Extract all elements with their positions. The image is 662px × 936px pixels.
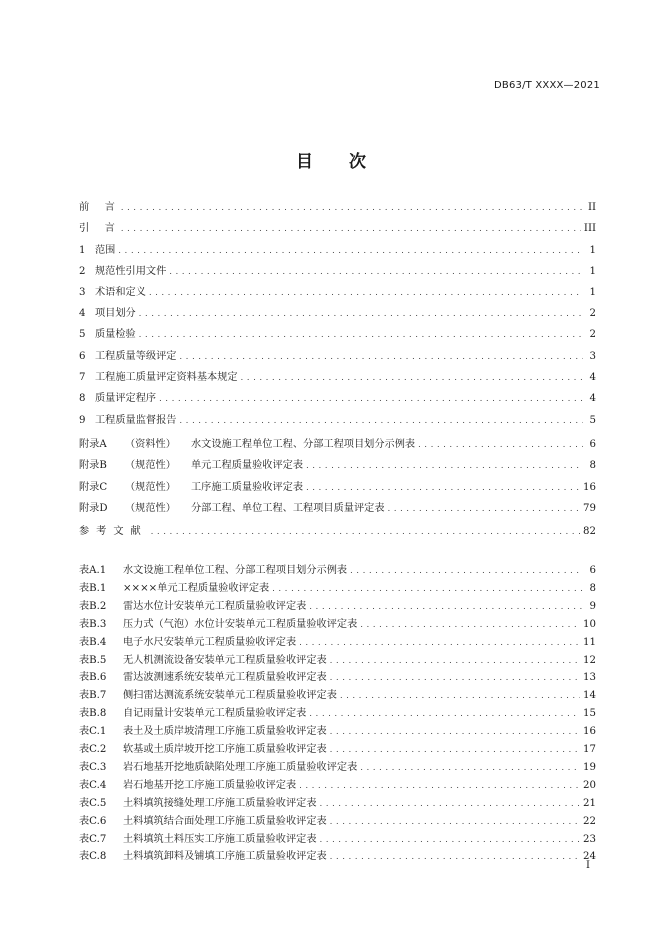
toc-title: 质量检验 bbox=[95, 329, 136, 340]
toc-row bbox=[79, 285, 596, 301]
table-page: 17 bbox=[583, 744, 596, 755]
dot-leader bbox=[330, 653, 580, 669]
table-page: 6 bbox=[589, 565, 596, 576]
toc-row bbox=[79, 391, 596, 407]
table-number: 表B.3 bbox=[79, 619, 107, 630]
dot-leader bbox=[299, 635, 580, 651]
table-title: 电子水尺安装单元工程质量验收评定表 bbox=[123, 637, 297, 648]
table-title: 土料填筑结合面处理工序施工质量验收评定表 bbox=[123, 816, 327, 827]
table-number: 表C.6 bbox=[79, 816, 107, 827]
table-entry-text bbox=[79, 581, 269, 597]
dot-leader bbox=[360, 760, 580, 776]
toc-entry-text bbox=[79, 437, 415, 453]
toc-row bbox=[79, 370, 596, 386]
table-title: 表土及土质岸坡清理工序施工质量验收评定表 bbox=[123, 726, 327, 737]
toc-row bbox=[79, 437, 596, 453]
table-entry-text bbox=[79, 814, 327, 830]
toc-number: 5 bbox=[79, 329, 86, 340]
page-title bbox=[0, 147, 662, 172]
table-title: 压力式（气泡）水位计安装单元工程质量验收评定表 bbox=[123, 619, 358, 630]
toc-row bbox=[79, 458, 596, 474]
page-number: I bbox=[586, 860, 590, 871]
table-title: 岩石地基开挖地质缺陷处理工序施工质量验收评定表 bbox=[123, 762, 358, 773]
toc-row bbox=[79, 243, 596, 259]
toc-entry-text bbox=[79, 501, 385, 517]
table-page: 20 bbox=[583, 780, 596, 791]
table-title: 岩石地基开挖工序施工质量验收评定表 bbox=[123, 780, 297, 791]
table-number: 表B.2 bbox=[79, 601, 107, 612]
dot-leader bbox=[272, 581, 583, 597]
toc-title: 工程施工质量评定资料基本规定 bbox=[95, 372, 238, 383]
dot-leader bbox=[121, 200, 583, 216]
dot-leader bbox=[330, 849, 580, 865]
table-page: 21 bbox=[583, 798, 596, 809]
toc-row bbox=[79, 306, 596, 322]
appendix-number: 附录A bbox=[79, 439, 107, 450]
appendix-number: 附录D bbox=[79, 503, 108, 514]
table-row bbox=[79, 760, 596, 776]
toc-number: 4 bbox=[79, 308, 86, 319]
appendix-number: 附录C bbox=[79, 482, 108, 493]
toc-title: 前 言 bbox=[79, 202, 118, 213]
toc-page: 5 bbox=[589, 415, 596, 426]
dot-leader bbox=[309, 706, 580, 722]
dot-leader bbox=[330, 742, 580, 758]
toc-row bbox=[79, 221, 596, 237]
toc-title: 规范性引用文件 bbox=[95, 266, 167, 277]
toc-title: 项目划分 bbox=[95, 308, 136, 319]
table-title: 侧扫雷达测流系统安装单元工程质量验收评定表 bbox=[123, 690, 337, 701]
table-number: 表C.5 bbox=[79, 798, 107, 809]
toc-row bbox=[79, 264, 596, 280]
table-row bbox=[79, 742, 596, 758]
toc-entry-text bbox=[79, 200, 118, 216]
table-page: 23 bbox=[583, 834, 596, 845]
appendix-type: （规范性） bbox=[125, 503, 176, 514]
dot-leader bbox=[320, 796, 580, 812]
table-number: 表B.6 bbox=[79, 672, 107, 683]
table-entry-text bbox=[79, 653, 327, 669]
table-number: 表C.7 bbox=[79, 834, 107, 845]
toc-entry-text bbox=[79, 349, 177, 365]
table-entry-text bbox=[79, 706, 306, 722]
toc-page: 2 bbox=[589, 308, 596, 319]
table-page: 12 bbox=[583, 655, 596, 666]
toc-row bbox=[79, 327, 596, 343]
toc-number: 8 bbox=[79, 393, 86, 404]
table-number: 表B.4 bbox=[79, 637, 107, 648]
dot-leader bbox=[330, 724, 580, 740]
table-entry-text bbox=[79, 599, 306, 615]
toc-entry-text bbox=[79, 391, 156, 407]
table-row bbox=[79, 670, 596, 686]
table-entry-text bbox=[79, 760, 357, 776]
table-number: 表B.8 bbox=[79, 708, 107, 719]
table-number: 表B.7 bbox=[79, 690, 107, 701]
dot-leader bbox=[350, 563, 583, 579]
table-entry-text bbox=[79, 778, 296, 794]
dot-leader bbox=[139, 306, 583, 322]
toc-number: 7 bbox=[79, 372, 86, 383]
toc-entry-text bbox=[79, 524, 148, 540]
dot-leader bbox=[118, 243, 583, 259]
table-title: 自记雨量计安装单元工程质量验收评定表 bbox=[123, 708, 307, 719]
toc-title: 水文设施工程单位工程、分部工程项目划分示例表 bbox=[191, 439, 416, 450]
table-number: 表B.5 bbox=[79, 655, 107, 666]
table-entry-text bbox=[79, 832, 317, 848]
table-entry-text bbox=[79, 617, 357, 633]
table-row bbox=[79, 849, 596, 865]
toc-title: 术语和定义 bbox=[95, 287, 146, 298]
toc-title: 参考文献 bbox=[79, 526, 148, 537]
toc-entry-text bbox=[79, 221, 118, 237]
toc-page: 8 bbox=[589, 460, 596, 471]
toc-page: III bbox=[583, 223, 596, 234]
dot-leader bbox=[139, 327, 583, 343]
table-number: 表A.1 bbox=[79, 565, 107, 576]
toc-entry-text bbox=[79, 370, 238, 386]
table-entry-text bbox=[79, 635, 296, 651]
table-page: 19 bbox=[583, 762, 596, 773]
dot-leader bbox=[306, 480, 580, 496]
table-title: 雷达波测速系统安装单元工程质量验收评定表 bbox=[123, 672, 327, 683]
toc-title: 工序施工质量验收评定表 bbox=[191, 482, 304, 493]
dot-leader bbox=[151, 524, 580, 540]
table-row bbox=[79, 796, 596, 812]
toc-title: 质量评定程序 bbox=[95, 393, 157, 404]
table-row bbox=[79, 724, 596, 740]
toc-number: 1 bbox=[79, 245, 86, 256]
toc-page: 6 bbox=[589, 439, 596, 450]
dot-leader bbox=[340, 688, 580, 704]
table-row bbox=[79, 778, 596, 794]
table-page: 10 bbox=[583, 619, 596, 630]
table-page: 8 bbox=[589, 583, 596, 594]
table-title: 土料填筑接缝处理工序施工质量验收评定表 bbox=[123, 798, 317, 809]
dot-leader bbox=[180, 413, 584, 429]
table-entry-text bbox=[79, 724, 327, 740]
dot-leader bbox=[306, 458, 583, 474]
table-number: 表C.8 bbox=[79, 851, 107, 862]
toc-entry-text bbox=[79, 306, 136, 322]
table-row bbox=[79, 706, 596, 722]
toc-number: 6 bbox=[79, 351, 86, 362]
toc-entry-text bbox=[79, 480, 303, 496]
table-row bbox=[79, 832, 596, 848]
table-entry-text bbox=[79, 688, 337, 704]
table-entry-text bbox=[79, 742, 327, 758]
toc-title: 引 言 bbox=[79, 223, 118, 234]
table-page: 16 bbox=[583, 726, 596, 737]
dot-leader bbox=[121, 221, 581, 237]
dot-leader bbox=[169, 264, 583, 280]
table-number: 表C.1 bbox=[79, 726, 107, 737]
standard-code: DB63/T XXXX—2021 bbox=[494, 80, 600, 91]
table-title: 土料填筑土料压实工序施工质量验收评定表 bbox=[123, 834, 317, 845]
toc-entry-text bbox=[79, 264, 166, 280]
toc-page: 1 bbox=[589, 287, 596, 298]
toc-entry-text bbox=[79, 243, 115, 259]
table-title: 雷达水位计安装单元工程质量验收评定表 bbox=[123, 601, 307, 612]
toc-row bbox=[79, 501, 596, 517]
dot-leader bbox=[180, 349, 584, 365]
table-title: 无人机测流设备安装单元工程质量验收评定表 bbox=[123, 655, 327, 666]
table-row bbox=[79, 635, 596, 651]
toc-title: 单元工程质量验收评定表 bbox=[191, 460, 304, 471]
dot-leader bbox=[149, 285, 583, 301]
appendix-type: （规范性） bbox=[125, 460, 176, 471]
toc-number: 3 bbox=[79, 287, 86, 298]
table-row bbox=[79, 581, 596, 597]
dot-leader bbox=[309, 599, 583, 615]
toc-row bbox=[79, 480, 596, 496]
table-row bbox=[79, 814, 596, 830]
table-page: 9 bbox=[589, 601, 596, 612]
table-title: ××××单元工程质量验收评定表 bbox=[123, 583, 270, 594]
toc-page: 1 bbox=[589, 245, 596, 256]
toc-page: 82 bbox=[583, 526, 596, 537]
table-page: 15 bbox=[583, 708, 596, 719]
table-page: 24 bbox=[583, 851, 596, 862]
toc-page: 4 bbox=[589, 393, 596, 404]
table-number: 表C.2 bbox=[79, 744, 107, 755]
table-row bbox=[79, 563, 596, 579]
table-number: 表C.3 bbox=[79, 762, 107, 773]
table-page: 13 bbox=[583, 672, 596, 683]
appendix-type: （规范性） bbox=[125, 482, 176, 493]
dot-leader bbox=[418, 437, 583, 453]
toc-row bbox=[79, 200, 596, 216]
toc-page: 79 bbox=[583, 503, 596, 514]
table-page: 22 bbox=[583, 816, 596, 827]
toc-entry-text bbox=[79, 327, 136, 343]
dot-leader bbox=[241, 370, 583, 386]
table-row bbox=[79, 653, 596, 669]
toc-number: 2 bbox=[79, 266, 86, 277]
title-char-2: 次 bbox=[349, 152, 366, 172]
table-title: 软基或土质岸坡开挖工序施工质量验收评定表 bbox=[123, 744, 327, 755]
table-row bbox=[79, 617, 596, 633]
table-page: 14 bbox=[583, 690, 596, 701]
dot-leader bbox=[330, 670, 580, 686]
toc-entry-text bbox=[79, 458, 303, 474]
toc-row bbox=[79, 349, 596, 365]
toc-page: 1 bbox=[589, 266, 596, 277]
dot-leader bbox=[330, 814, 580, 830]
toc-title: 工程质量监督报告 bbox=[95, 415, 177, 426]
dot-leader bbox=[320, 832, 580, 848]
toc-number: 9 bbox=[79, 415, 86, 426]
dot-leader bbox=[299, 778, 580, 794]
appendix-type: （资料性） bbox=[125, 439, 176, 450]
toc-row bbox=[79, 413, 596, 429]
toc-page: 3 bbox=[589, 351, 596, 362]
table-row bbox=[79, 688, 596, 704]
toc-title: 分部工程、单位工程、工程项目质量评定表 bbox=[191, 503, 385, 514]
table-title: 水文设施工程单位工程、分部工程项目划分示例表 bbox=[123, 565, 348, 576]
toc-entry-text bbox=[79, 285, 146, 301]
dot-leader bbox=[159, 391, 583, 407]
appendix-number: 附录B bbox=[79, 460, 107, 471]
toc-title: 工程质量等级评定 bbox=[95, 351, 177, 362]
toc-page: 2 bbox=[589, 329, 596, 340]
table-title: 土料填筑卸料及铺填工序施工质量验收评定表 bbox=[123, 851, 327, 862]
toc-row bbox=[79, 524, 596, 540]
table-entry-text bbox=[79, 563, 347, 579]
table-entry-text bbox=[79, 670, 327, 686]
table-number: 表C.4 bbox=[79, 780, 107, 791]
toc-page: II bbox=[587, 202, 596, 213]
table-entry-text bbox=[79, 796, 317, 812]
table-entry-text bbox=[79, 849, 327, 865]
toc-entry-text bbox=[79, 413, 177, 429]
dot-leader bbox=[360, 617, 580, 633]
title-char-1: 目 bbox=[296, 152, 313, 172]
toc-title: 范围 bbox=[95, 245, 116, 256]
table-row bbox=[79, 599, 596, 615]
table-page: 11 bbox=[583, 637, 596, 648]
toc-page: 16 bbox=[583, 482, 596, 493]
table-number: 表B.1 bbox=[79, 583, 107, 594]
toc-page: 4 bbox=[589, 372, 596, 383]
dot-leader bbox=[388, 501, 580, 517]
